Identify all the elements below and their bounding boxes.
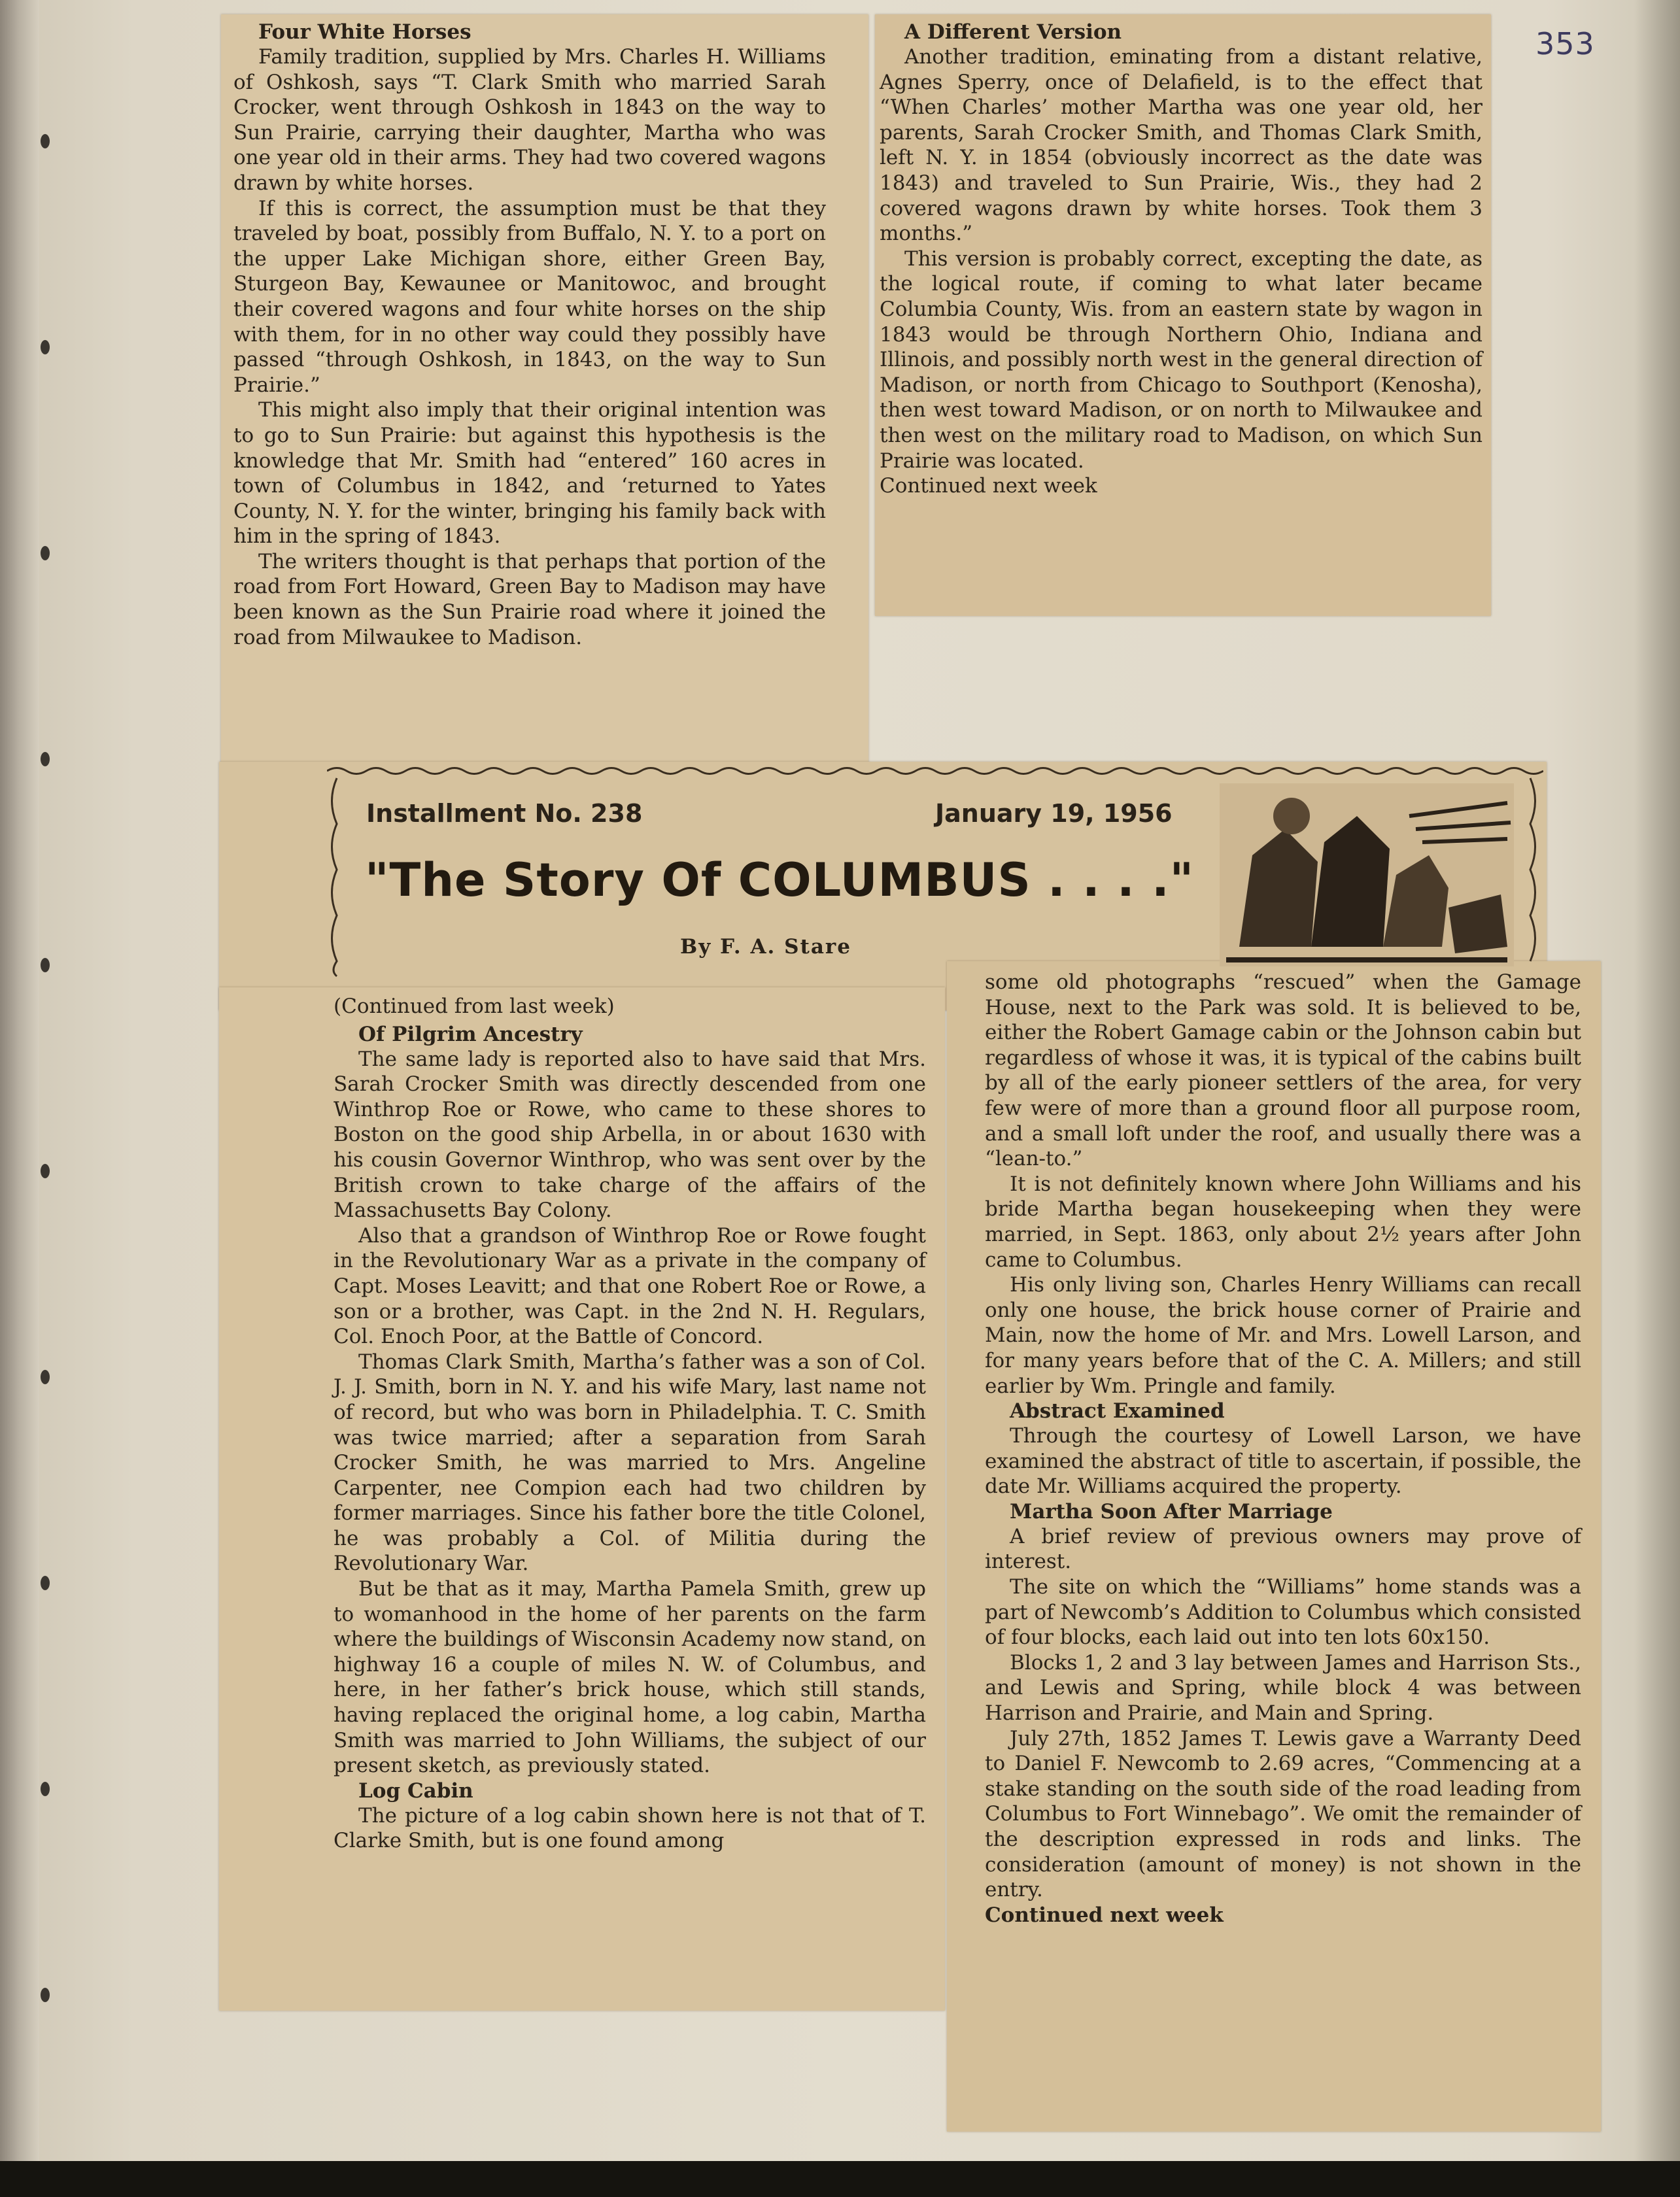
article-paragraph: This might also imply that their original intention was to go to Sun Prairie: but against this hypothesis is the knowledge that Mr. Smith had “entered” 160 acres in town of Columbus in 1842, and ‘returned to Yates County, N. Y. for the winter, bringing his family back with him in the spring of 1843. (233, 398, 826, 549)
page-edge-shadow (1634, 0, 1680, 2197)
article-paragraph: It is not definitely known where John Williams and his bride Martha began housekeeping when they were married, in Sept. 1863, only about 2½ years after John came to Columbus. (985, 1172, 1581, 1272)
article-heading: Four White Horses (258, 20, 471, 44)
story-right-column (985, 970, 1581, 1928)
section-heading: Abstract Examined (1010, 1399, 1225, 1423)
article-heading: A Different Version (904, 20, 1122, 44)
different-version-article (880, 20, 1483, 499)
article-paragraph: A brief review of previous owners may prove of interest. (985, 1524, 1581, 1574)
article-paragraph: some old photographs “rescued” when the Gamage House, next to the Park was sold. It is believed to be, either the Robert Gamage cabin or the Johnson cabin but regardless of whose it was, it is typical of the cabins built by all of the early pioneer settlers of the area, for very few were of more than a ground floor all purpose room, and a small loft under the roof, and usually there was a “lean-to.” (985, 970, 1581, 1171)
binding-hole (41, 958, 50, 972)
binding-hole (41, 1370, 50, 1384)
binding-hole (41, 1988, 50, 2002)
four-white-horses-article (233, 20, 826, 650)
story-left-column (334, 994, 926, 1854)
article-paragraph: Also that a grandson of Winthrop Roe or Rowe fought in the Revolutionary War as a private in the company of Capt. Moses Leavitt; and that one Robert Roe or Rowe, a son or a brother, was Capt. in the 2nd N. H. Regulars, Col. Enoch Poor, at the Battle of Concord. (334, 1223, 926, 1349)
left-scroll-bracket (324, 775, 343, 978)
binding-hole (41, 1782, 50, 1796)
bottom-dark-band (0, 2161, 1680, 2197)
article-paragraph: The picture of a log cabin shown here is not that of T. Clarke Smith, but is one found among (334, 1803, 926, 1853)
article-paragraph: Thomas Clark Smith, Martha’s father was a son of Col. J. J. Smith, born in N. Y. and his wife Mary, last name not of record, but who was born in Philadelphia. T. C. Smith was twice married; after a separation from Sarah Crocker Smith, he was married to Mrs. Angeline Carpenter, nee Compion each had two children by former marriages. Since his father bore the title Colonel, he was probably a Col. of Militia during the Revolutionary War. (334, 1350, 926, 1576)
continued-note: Continued next week (880, 474, 1097, 498)
article-paragraph: Family tradition, supplied by Mrs. Charles H. Williams of Oshkosh, says “T. Clark Smith who married Sarah Crocker, went through Oshkosh in 1843 on the way to Sun Prairie, carrying their daughter, Martha who was one year old in their arms. They had two covered wagons drawn by white horses. (233, 45, 826, 195)
installment-date: January 19, 1956 (935, 799, 1173, 828)
binding-hole (41, 752, 50, 766)
article-paragraph: If this is correct, the assumption must be that they traveled by boat, possibly from Buffalo, N. Y. to a port on the upper Lake Michigan shore, either Green Bay, Sturgeon Bay, Kewaunee or Manitowoc, and brought their covered wagons and four white horses on the ship with them, for in no other way could they possibly have passed “through Oshkosh, in 1843, on the way to Sun Prairie.” (233, 196, 826, 397)
section-heading: Of Pilgrim Ancestry (358, 1022, 583, 1046)
binding-spine (0, 0, 39, 2197)
page-number: 353 (1535, 26, 1595, 61)
binding-hole (41, 340, 50, 354)
wavy-border (327, 765, 1543, 777)
article-paragraph: His only living son, Charles Henry Williams can recall only one house, the brick house corner of Prairie and Main, now the home of Mr. and Mrs. Lowell Larson, and for many years before that of the C. A. Millers; and still earlier by Wm. Pringle and family. (985, 1273, 1581, 1398)
binding-hole (41, 1576, 50, 1590)
binding-hole (41, 546, 50, 560)
article-paragraph: Another tradition, eminating from a distant relative, Agnes Sperry, once of Delafield, is to the effect that “When Charles’ mother Martha was one year old, her parents, Sarah Crocker Smith, and Thomas Clark Smith, left N. Y. in 1854 (obviously incorrect as the date was 1843) and traveled to Sun Prairie, Wis., they had 2 covered wagons drawn by white horses. Took them 3 months.” (880, 45, 1483, 246)
binding-hole (41, 1164, 50, 1178)
article-paragraph: The writers thought is that perhaps that portion of the road from Fort Howard, Green Bay to Madison may have been known as the Sun Prairie road where it joined the road from Milwaukee to Madison. (233, 549, 826, 649)
section-heading: Log Cabin (358, 1779, 473, 1803)
article-paragraph: The same lady is reported also to have said that Mrs. Sarah Crocker Smith was directly descended from one Winthrop Roe or Rowe, who came to these shores to Boston on the good ship Arbella, in or about 1630 with his cousin Governor Winthrop, who was sent over by the British crown to take charge of the affairs of the Massachusetts Bay Colony. (334, 1047, 926, 1223)
series-title: "The Story Of COLUMBUS . . . ." (365, 853, 1195, 907)
article-paragraph: Through the courtesy of Lowell Larson, we have examined the abstract of title to ascertain, if possible, the date Mr. Williams acquired the property. (985, 1424, 1581, 1499)
section-heading: Martha Soon After Marriage (1010, 1499, 1333, 1524)
article-paragraph: This version is probably correct, excepting the date, as the logical route, if coming to what later became Columbia County, Wis. from an eastern state by wagon in 1843 would be through Northern Ohio, Indiana and Illinois, and possibly north west in the general direction of Madison, or north from Chicago to Southport (Kenosha), then west toward Madison, or on north to Milwaukee and then west on the military road to Madison, on which Sun Prairie was located. (880, 247, 1483, 473)
continued-note: Continued next week (985, 1903, 1224, 1927)
continued-from-note: (Continued from last week) (334, 995, 615, 1018)
article-paragraph: Blocks 1, 2 and 3 lay between James and Harrison Sts., and Lewis and Spring, while block 4 was between Harrison and Prairie, and Main and Spring. (985, 1650, 1581, 1726)
right-scroll-bracket (1524, 775, 1543, 978)
pioneer-illustration-icon (1213, 777, 1520, 973)
byline: By F. A. Stare (680, 935, 851, 959)
article-paragraph: July 27th, 1852 James T. Lewis gave a Warranty Deed to Daniel F. Newcomb to 2.69 acres, “Commencing at a stake standing on the south side of the road leading from Columbus to Fort Winnebago”. We omit the remainder of the description expressed in rods and links. The consideration (amount of money) is not shown in the entry. (985, 1726, 1581, 1902)
installment-number: Installment No. 238 (366, 799, 643, 828)
article-paragraph: But be that as it may, Martha Pamela Smith, grew up to womanhood in the home of her parents on the farm where the buildings of Wisconsin Academy now stand, on highway 16 a couple of miles N. W. of Columbus, and here, in her father’s brick house, which still stands, having replaced the original home, a log cabin, Martha Smith was married to John Williams, the subject of our present sketch, as previously stated. (334, 1577, 926, 1778)
binding-hole (41, 134, 50, 148)
article-paragraph: The site on which the “Williams” home stands was a part of Newcomb’s Addition to Columbus which consisted of four blocks, each laid out into ten lots 60x150. (985, 1575, 1581, 1650)
